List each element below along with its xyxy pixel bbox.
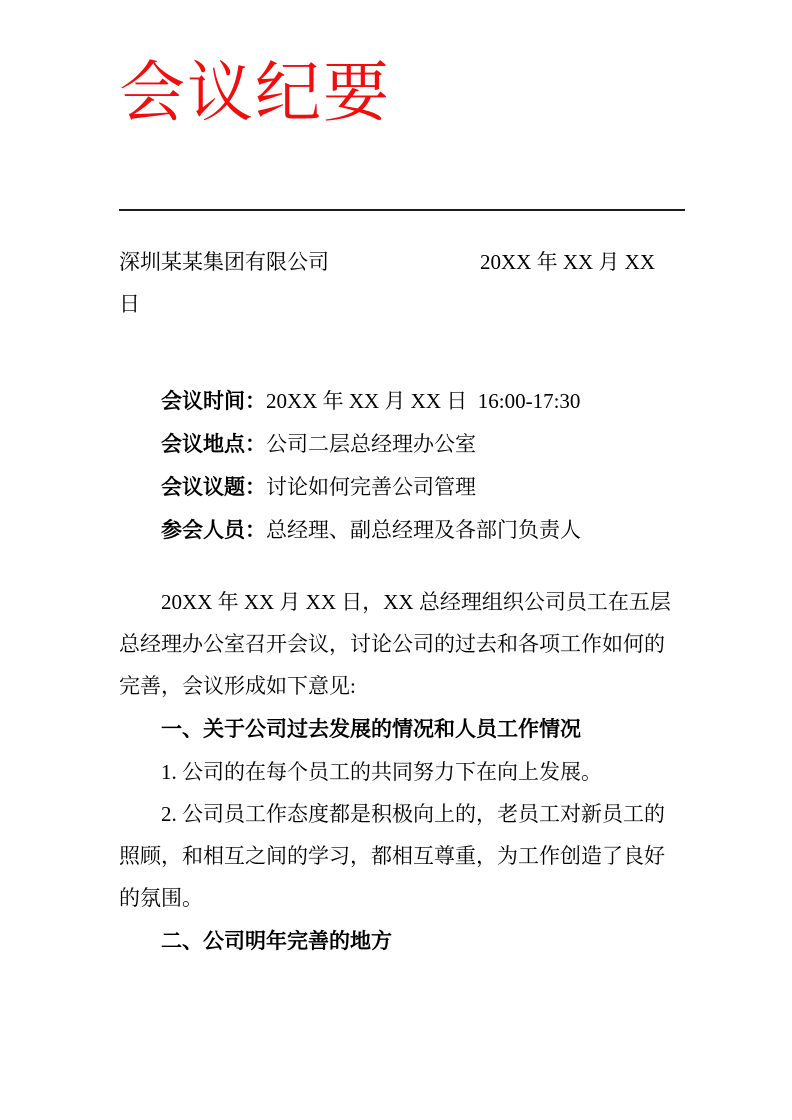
meeting-date-overflow: 日 (119, 292, 140, 316)
detail-row-topic (161, 466, 685, 509)
detail-value-topic: 讨论如何完善公司管理 (266, 475, 476, 499)
detail-label-topic: 会议议题： (161, 476, 266, 499)
detail-label-location: 会议地点： (161, 433, 266, 456)
header-rule (119, 209, 685, 211)
section-1-heading: 一、关于公司过去发展的情况和人员工作情况 (161, 718, 581, 741)
intro-paragraph: 20XX 年 XX 月 XX 日，XX 总经理组织公司员工在五层总经理办公室召开会议，讨论公司的过去和各项工作如何的完善，会议形成如下意见: (119, 590, 671, 698)
company-name: 深圳某某集团有限公司 (119, 250, 329, 274)
meeting-date: 20XX 年 XX 月 XX (480, 250, 655, 274)
section-1-item-2: 2. 公司员工作态度都是积极向上的，老员工对新员工的照顾，和相互之间的学习，都相互尊重，为工作创造了良好的氛围。 (119, 802, 665, 910)
detail-row-time (161, 380, 685, 423)
header-meta (119, 241, 685, 325)
header-meta-line (119, 241, 685, 283)
detail-value-attendees: 总经理、副总经理及各部门负责人 (266, 518, 581, 542)
detail-row-location (161, 423, 685, 466)
section-1-item-1: 1. 公司的在每个员工的共同努力下在向上发展。 (161, 760, 602, 784)
detail-value-time: 20XX 年 XX 月 XX 日 16:00-17:30 (266, 389, 581, 413)
detail-row-attendees (161, 509, 685, 552)
detail-value-location: 公司二层总经理办公室 (266, 432, 476, 456)
section-2-heading: 二、公司明年完善的地方 (161, 930, 392, 953)
document-title: 会议纪要 (119, 57, 391, 130)
document-content (0, 52, 792, 963)
detail-label-attendees: 参会人员： (161, 519, 266, 542)
meeting-details (119, 380, 685, 552)
detail-label-time: 会议时间： (161, 390, 266, 413)
